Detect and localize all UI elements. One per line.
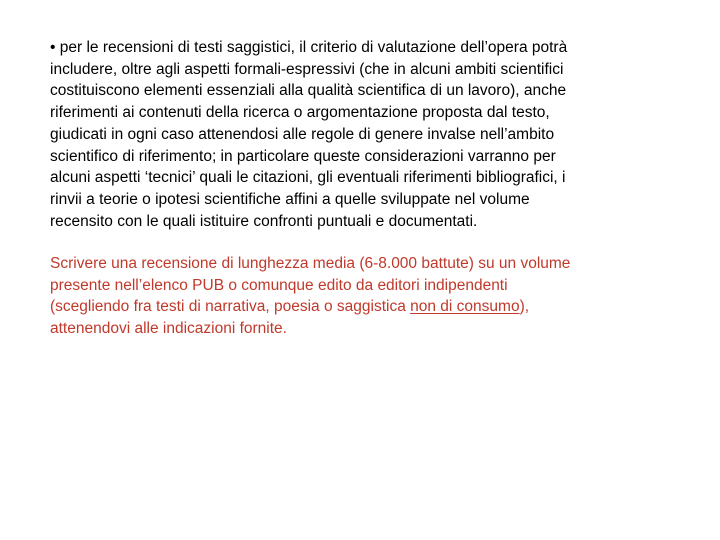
bullet-text-line: rinvii a teorie o ipotesi scientifiche affini a quelle sviluppate nel volume [50,190,530,208]
bullet-text-line: includere, oltre agli aspetti formali-espressivi (che in alcuni ambiti scientifici [50,60,564,78]
assignment-line: Scrivere una recensione di lunghezza media (6-8.000 battute) su un volume [50,255,571,272]
bullet-text-line: riferimenti ai contenuti della ricerca o argomentazione proposta dal testo, [50,104,550,122]
bullet-text-line: giudicati in ogni caso attenendosi alle regole di genere invalse nell’ambito [50,125,555,143]
bullet-text-line: recensito con le quali istituire confronti puntuali e documentati. [50,212,478,230]
bullet-text-line: scientifico di riferimento; in particolare queste considerazioni varranno per [50,147,556,165]
assignment-line: presente nell’elenco PUB o comunque edito da editori indipendenti [50,276,508,294]
bullet-text-line: alcuni aspetti ‘tecnici’ quali le citazioni, gli eventuali riferimenti bibliografici, i [50,169,566,187]
assignment-paragraph [50,253,680,340]
review-criteria-paragraph [50,37,680,232]
underlined-emphasis: non di consumo [410,298,520,316]
assignment-line-end: ), [519,298,530,316]
assignment-line-start: (scegliendo fra testi di narrativa, poesia o saggistica [50,298,411,316]
bullet-text-line: costituiscono elementi essenziali alla qualità scientifica di un lavoro), anche [50,82,567,100]
assignment-line [50,296,680,318]
bullet-line-1 [50,37,680,59]
bullet-text-line: per le recensioni di testi saggistici, il criterio di valutazione dell’opera potrà [59,39,568,56]
assignment-line: attenendovi alle indicazioni fornite. [50,320,287,338]
bullet-marker: • [50,39,56,56]
